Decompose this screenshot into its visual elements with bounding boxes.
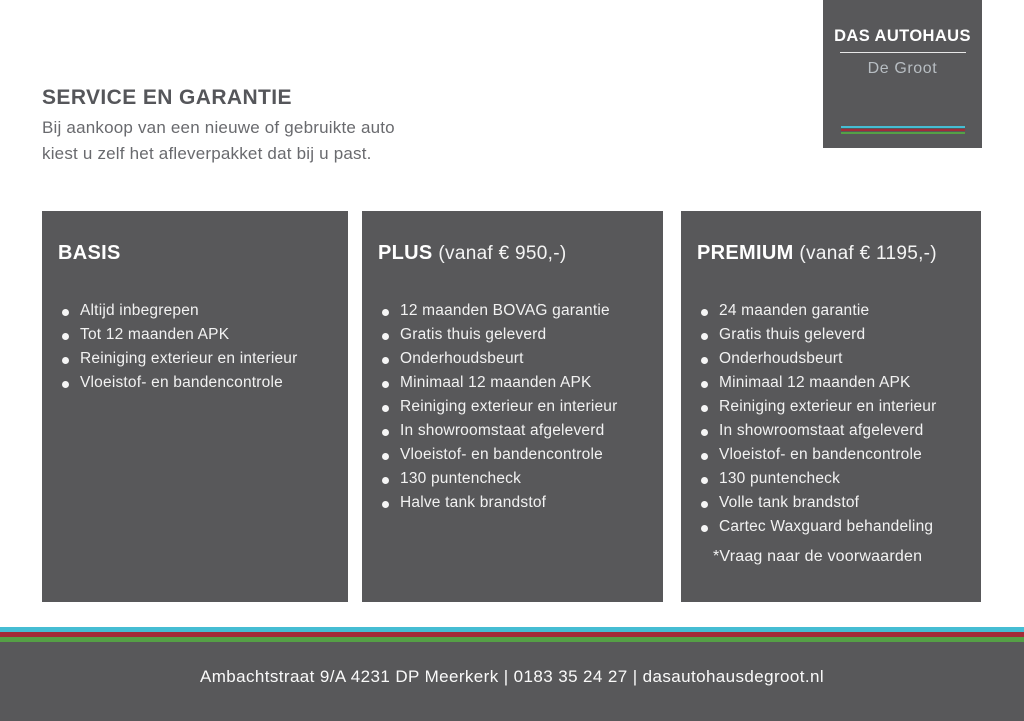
list-item-label: Onderhoudsbeurt [719,350,843,367]
list-item [701,470,973,494]
list-item-label: In showroomstaat afgeleverd [719,422,924,439]
bullet-icon [701,309,708,316]
intro-section [42,86,395,167]
list-item [701,374,973,398]
list-item [62,374,340,398]
list-item [382,470,655,494]
bullet-icon [701,477,708,484]
bullet-icon [701,333,708,340]
list-item-label: Vloeistof- en bandencontrole [719,446,922,463]
card-header [378,242,663,265]
list-item-label: Minimaal 12 maanden APK [400,374,592,391]
list-item-label: Volle tank brandstof [719,494,860,511]
list-item-label: Cartec Waxguard behandeling [719,518,934,535]
bullet-icon [62,309,69,316]
list-item [701,398,973,422]
list-item [62,326,340,350]
list-item [382,446,655,470]
list-item [701,326,973,350]
list-item [382,350,655,374]
bullet-icon [701,405,708,412]
list-item-label: Reiniging exterieur en interieur [400,398,618,415]
card-item-list [362,302,663,518]
list-item-label: 130 puntencheck [719,470,841,487]
bullet-icon [382,429,389,436]
list-item-label: Vloeistof- en bandencontrole [400,446,603,463]
list-item-label: Altijd inbegrepen [80,302,199,319]
bullet-icon [701,429,708,436]
bullet-icon [62,357,69,364]
stripe-green [841,132,965,134]
list-item-label: 24 maanden garantie [719,302,870,319]
list-item [701,302,973,326]
list-item [382,422,655,446]
card-item-list [42,302,348,398]
list-item-label: 12 maanden BOVAG garantie [400,302,610,319]
list-item-label: Minimaal 12 maanden APK [719,374,911,391]
stripe-cyan [841,126,965,128]
stripe-red [841,129,965,131]
bullet-icon [701,453,708,460]
bullet-icon [382,357,389,364]
footer-bar [0,642,1024,721]
list-item-label: Onderhoudsbeurt [400,350,524,367]
list-item-label: Halve tank brandstof [400,494,547,511]
card-header [697,242,981,265]
card-price: (vanaf € 950,-) [438,243,567,264]
card-title: PLUS [378,242,433,264]
list-item-label: Tot 12 maanden APK [80,326,230,343]
bullet-icon [382,501,389,508]
bullet-icon [382,333,389,340]
bullet-icon [382,381,389,388]
bullet-icon [701,381,708,388]
card-item-list [681,302,981,542]
card-title: PREMIUM [697,242,794,264]
dealer-name: De Groot [867,60,938,77]
bullet-icon [382,405,389,412]
package-card-premium [681,211,981,602]
card-price: (vanaf € 1195,-) [799,243,937,264]
logo-color-stripes [841,126,965,135]
bullet-icon [701,525,708,532]
list-item [62,350,340,374]
bullet-icon [701,357,708,364]
list-item [382,398,655,422]
page-title: SERVICE EN GARANTIE [42,86,292,109]
card-note: *Vraag naar de voorwaarden [713,548,923,565]
list-item [701,446,973,470]
logo-divider [840,52,966,53]
subtitle-line-2: kiest u zelf het afleverpakket dat bij u past. [42,144,372,163]
list-item [62,302,340,326]
footer-color-stripes [0,627,1024,642]
page-subtitle [42,115,395,167]
bullet-icon [701,501,708,508]
list-item-label: Reiniging exterieur en interieur [80,350,298,367]
package-card-basis [42,211,348,602]
footer-contact-info: Ambachtstraat 9/A 4231 DP Meerkerk | 0183 35 24 27 | dasautohausdegroot.nl [199,667,825,686]
list-item-label: In showroomstaat afgeleverd [400,422,605,439]
list-item [701,350,973,374]
card-header [58,242,348,265]
list-item [382,326,655,350]
bullet-icon [382,309,389,316]
list-item-label: Gratis thuis geleverd [400,326,547,343]
brand-logo-box [823,0,982,148]
list-item [382,302,655,326]
list-item [382,494,655,518]
list-item [701,518,973,542]
list-item [382,374,655,398]
list-item-label: Gratis thuis geleverd [719,326,866,343]
brand-name: DAS AUTOHAUS [834,27,971,45]
bullet-icon [62,333,69,340]
list-item-label: Vloeistof- en bandencontrole [80,374,283,391]
bullet-icon [382,453,389,460]
card-title: BASIS [58,242,121,264]
subtitle-line-1: Bij aankoop van een nieuwe of gebruikte auto [42,118,395,137]
bullet-icon [62,381,69,388]
list-item [701,422,973,446]
list-item-label: 130 puntencheck [400,470,522,487]
bullet-icon [382,477,389,484]
list-item [701,494,973,518]
list-item-label: Reiniging exterieur en interieur [719,398,937,415]
package-card-plus [362,211,663,602]
